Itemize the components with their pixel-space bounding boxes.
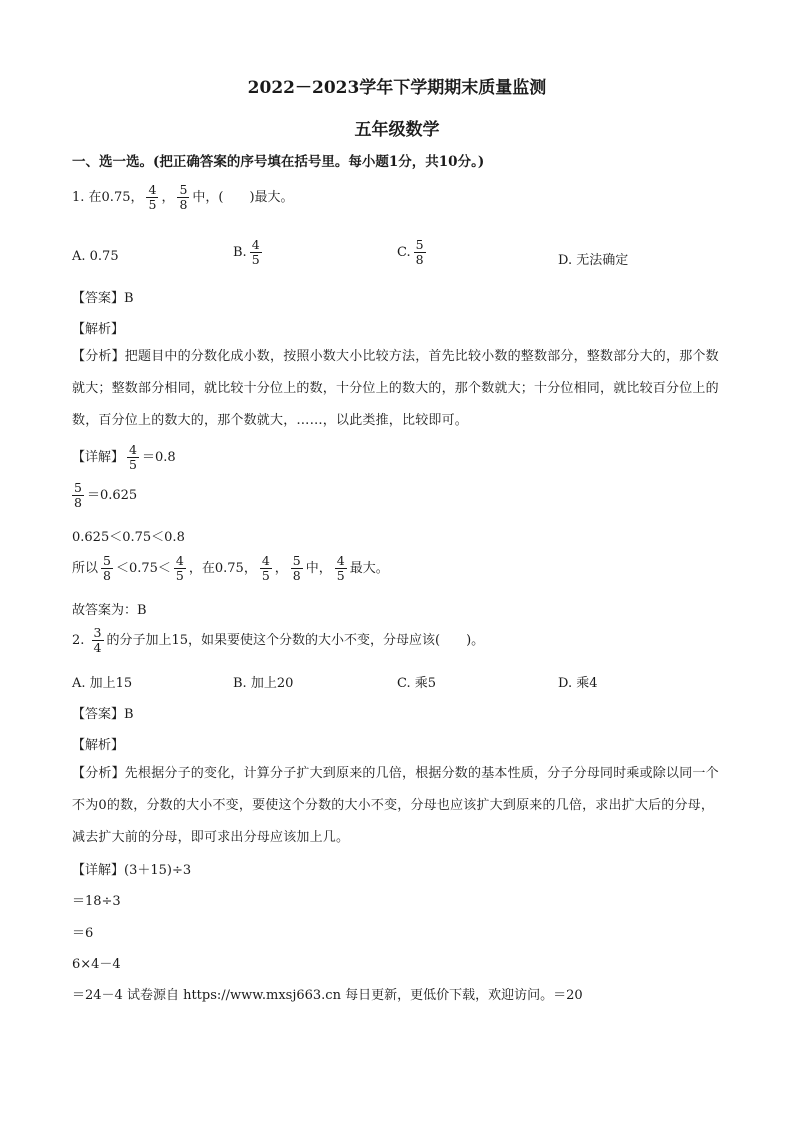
detail-fraction [174, 554, 186, 583]
fraction-numerator: 5 [179, 182, 188, 197]
option-fraction [414, 238, 426, 267]
q1-answer: 【答案】B [72, 291, 134, 306]
fraction-numerator: 5 [292, 553, 301, 568]
question-1-options [72, 238, 724, 278]
detail-text: 最大。 [349, 561, 389, 576]
fraction-numerator: 4 [129, 442, 137, 457]
fraction-denominator: 5 [175, 568, 184, 583]
fraction-numerator: 5 [103, 553, 111, 568]
detail-result: ＝0.8 [141, 450, 176, 465]
detail-prefix: 所以 [72, 561, 99, 576]
q1-detail-line-1 [72, 443, 176, 472]
option-fraction [250, 238, 262, 267]
q1-detail-line-4 [72, 554, 389, 583]
section-heading: 一、选一选。(把正确答案的序号填在括号里。每小题1分，共10分。) [72, 154, 485, 170]
page-title: 2022－2023学年下学期期末质量监测 [247, 78, 547, 98]
q1-option-c [397, 238, 429, 267]
fraction-numerator: 4 [261, 553, 270, 568]
q2-fraction [92, 626, 104, 655]
fraction-numerator: 4 [251, 237, 260, 252]
question-2-stem [72, 626, 484, 655]
fraction-denominator: 8 [179, 197, 188, 212]
fraction-numerator: 5 [74, 480, 82, 495]
fraction-denominator: 5 [129, 457, 137, 472]
detail-fraction [260, 554, 272, 583]
q1-stem-separator: ， [161, 190, 175, 205]
option-label: B. [233, 245, 247, 260]
detail-expression: (3＋15)÷3 [124, 863, 192, 878]
fraction-denominator: 5 [336, 568, 345, 583]
page-subtitle: 五年级数学 [354, 120, 440, 140]
q1-conclusion: 故答案为：B [72, 603, 147, 618]
detail-label: 【详解】 [72, 450, 125, 465]
q2-stem-text: 的分子加上15，如果要使这个分数的大小不变，分母应该( )。 [106, 633, 485, 648]
q2-analysis: 【分析】先根据分子的变化，计算分子扩大到原来的几倍，根据分数的基本性质，分子分母同时乘或除以同一个不为0的数，分数的大小不变，要使这个分数的大小不变，分母也应该扩大到原来的几倍，求出扩大后的分母，减去扩大前的分母，即可求出分母应该加上几。 [72, 766, 719, 845]
detail-text: 中， [305, 561, 332, 576]
fraction-denominator: 5 [261, 568, 270, 583]
q2-detail-line-1 [72, 859, 191, 878]
fraction-denominator: 8 [74, 495, 82, 510]
q2-option-a: A. 加上15 [72, 676, 133, 691]
q2-detail-line-2: ＝18÷3 [72, 894, 121, 909]
detail-label: 【详解】 [72, 863, 125, 878]
q2-number: 2. [72, 633, 89, 648]
fraction-denominator: 8 [415, 252, 424, 267]
detail-fraction [291, 554, 303, 583]
fraction-denominator: 4 [93, 640, 102, 655]
detail-fraction [335, 554, 347, 583]
detail-text: ，在0.75， [188, 561, 257, 576]
detail-text: ， [274, 561, 288, 576]
q2-detail-line-4: 6×4－4 [72, 957, 121, 972]
q1-fraction-a [146, 183, 158, 212]
question-2-options [72, 672, 724, 692]
q1-fraction-b [177, 183, 189, 212]
q1-detail-line-2 [72, 481, 137, 510]
detail-fraction [72, 481, 84, 510]
q2-analysis-label: 【解析】 [72, 738, 125, 753]
option-label: C. [397, 245, 411, 260]
q1-option-b [233, 238, 265, 267]
q1-option-a: A. 0.75 [72, 249, 119, 264]
q1-stem-end: 中，( )最大。 [192, 190, 294, 205]
detail-fraction [101, 554, 113, 583]
fraction-numerator: 4 [336, 553, 345, 568]
question-1-stem [72, 183, 294, 212]
q1-stem-start: 1. 在0.75， [72, 190, 144, 205]
detail-result: ＝0.625 [86, 488, 138, 503]
q1-analysis-label: 【解析】 [72, 322, 125, 337]
fraction-numerator: 3 [93, 625, 102, 640]
q1-option-d: D. 无法确定 [558, 253, 629, 268]
q2-option-b: B. 加上20 [233, 676, 294, 691]
detail-text: ＜0.75＜ [115, 561, 171, 576]
fraction-denominator: 8 [292, 568, 301, 583]
fraction-numerator: 5 [415, 237, 424, 252]
fraction-denominator: 8 [103, 568, 111, 583]
detail-fraction [127, 443, 139, 472]
fraction-denominator: 5 [148, 197, 157, 212]
q2-detail-line-5: ＝24－4 试卷源自 https://www.mxsj663.cn 每日更新，更低价下载，欢迎访问。＝20 [72, 988, 583, 1003]
q1-analysis: 【分析】把题目中的分数化成小数，按照小数大小比较方法，首先比较小数的整数部分，整数部分大的，那个数就大；整数部分相同，就比较十分位上的数，十分位上的数大的，那个数就大；十分位相同，就比较百分位上的数，百分位上的数大的，那个数就大，……，以此类推，比较即可。 [72, 349, 719, 428]
q2-option-d: D. 乘4 [558, 676, 598, 691]
q2-detail-line-3: ＝6 [72, 926, 94, 941]
fraction-numerator: 4 [148, 182, 157, 197]
fraction-numerator: 4 [175, 553, 184, 568]
q2-option-c: C. 乘5 [397, 676, 437, 691]
fraction-denominator: 5 [251, 252, 260, 267]
q1-detail-line-3: 0.625＜0.75＜0.8 [72, 530, 185, 545]
q2-answer: 【答案】B [72, 707, 134, 722]
